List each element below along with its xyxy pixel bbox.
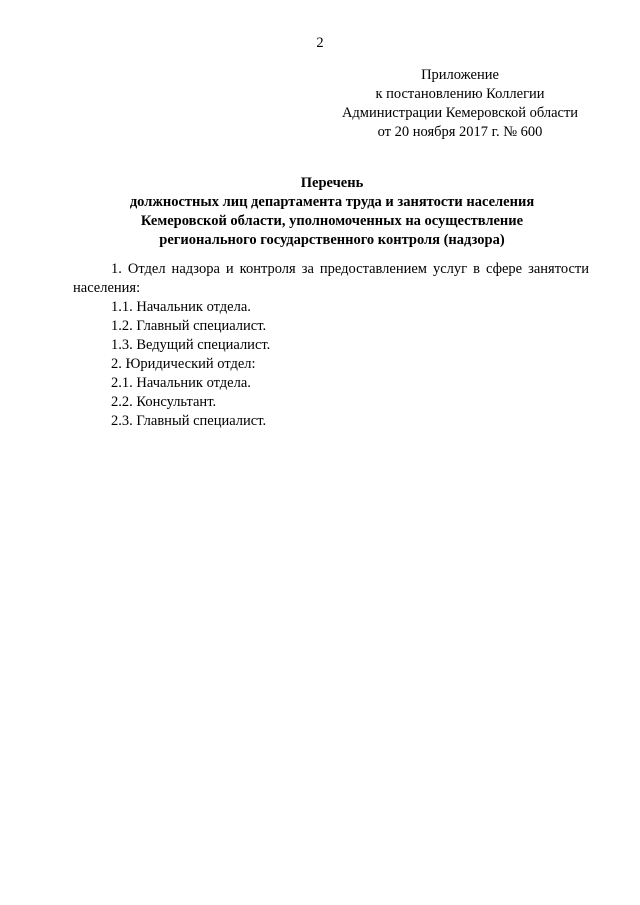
page-number: 2 [316,35,324,51]
title-line-3: Кемеровской области, уполномоченных на осуществление [140,213,524,229]
list-item-1-2: 1.2. Главный специалист. [111,318,267,334]
list-item-2-2: 2.2. Консультант. [111,394,217,410]
appendix-line-2: к постановлению Коллегии [375,86,545,102]
appendix-header [330,66,590,142]
list-item-section-1: 1. Отдел надзора и контроля за предоставлением услуг в сфере занятости населения: [73,261,589,296]
title-line-1: Перечень [300,175,364,191]
title-line-2: должностных лиц департамента труда и занятости населения [129,194,535,210]
appendix-line-3: Администрации Кемеровской области [341,105,579,121]
list-item-section-2: 2. Юридический отдел: [111,356,256,372]
list-item-1-3: 1.3. Ведущий специалист. [111,337,271,353]
title-line-4: регионального государственного контроля (надзора) [159,232,505,248]
appendix-line-1: Приложение [421,67,499,83]
list-item-1-1: 1.1. Начальник отдела. [111,299,251,315]
officials-list [73,260,589,431]
list-item-2-1: 2.1. Начальник отдела. [111,375,251,391]
document-title [80,174,584,250]
list-item-2-3: 2.3. Главный специалист. [111,413,267,429]
appendix-line-4: от 20 ноября 2017 г. № 600 [377,124,543,140]
